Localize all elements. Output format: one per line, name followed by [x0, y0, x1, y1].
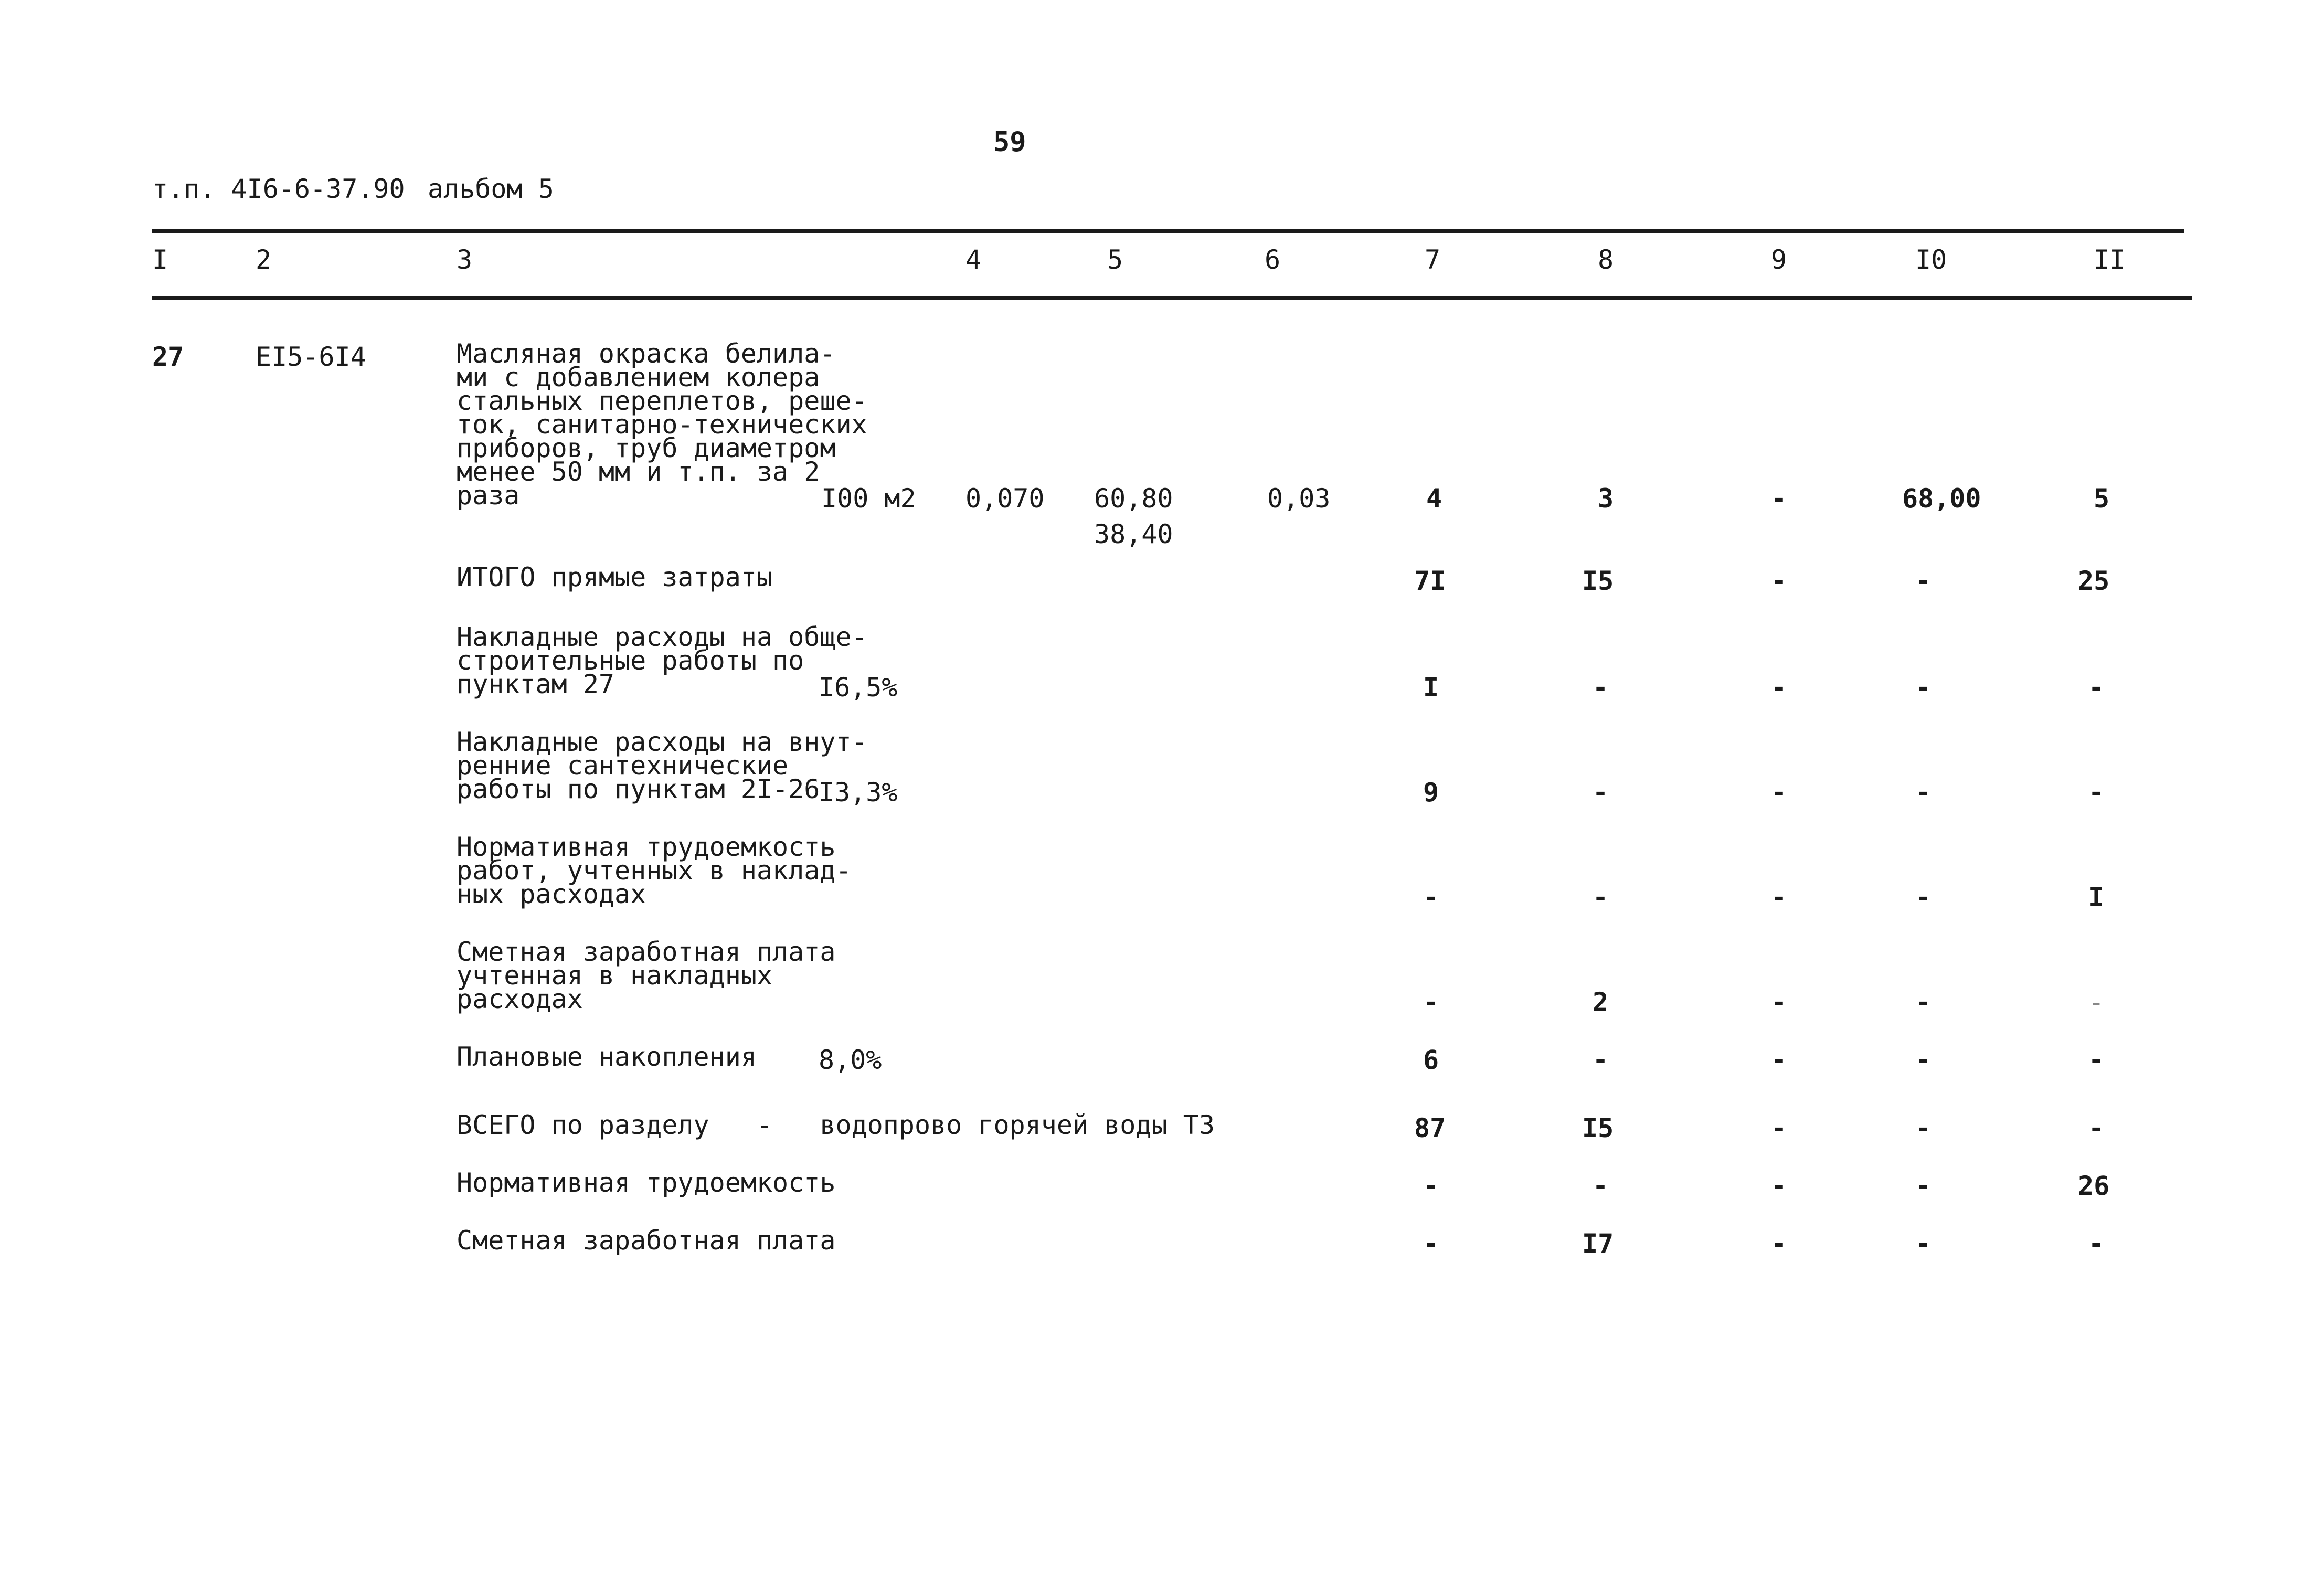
- header-bottom-rule: [152, 296, 2192, 300]
- summary-col10: -: [1915, 672, 1932, 703]
- summary-col10: -: [1915, 1228, 1932, 1259]
- item-col6: 0,03: [1267, 483, 1331, 514]
- album-label: альбом 5: [428, 174, 554, 204]
- summary-col11: -: [2088, 1045, 2105, 1075]
- summary-col9: -: [1771, 1228, 1787, 1259]
- summary-col7: 87: [1414, 1113, 1446, 1143]
- summary-col7: 7I: [1414, 566, 1446, 596]
- summary-label: Накладные расходы на обще- строительные работы по пунктам 27: [457, 622, 867, 699]
- summary-col7: 6: [1423, 1045, 1439, 1075]
- summary-col9: -: [1771, 987, 1787, 1017]
- item-price-wages: 38,40: [1094, 519, 1173, 549]
- summary-col8: I5: [1582, 566, 1614, 596]
- summary-col7: -: [1423, 1228, 1439, 1259]
- column-header: II: [2094, 245, 2126, 275]
- summary-label: Сметная заработная плата учтенная в накладных расходах: [457, 937, 836, 1014]
- summary-rate: 8,0%: [819, 1045, 882, 1075]
- summary-col10: -: [1915, 1045, 1932, 1075]
- summary-col10: -: [1915, 1171, 1932, 1201]
- item-description: Масляная окраска белила- ми с добавлением колера стальных переплетов, реше- ток, санитарно-технических приборов, труб диаметром менее 50 мм и т.п. за 2 раза: [457, 338, 867, 511]
- summary-col7: I: [1423, 672, 1439, 703]
- item-code: EI5-6I4: [256, 342, 366, 372]
- summary-col8: I5: [1582, 1113, 1614, 1143]
- column-header: 5: [1107, 245, 1123, 275]
- summary-col10: -: [1915, 987, 1932, 1017]
- page-number: 59: [993, 126, 1026, 158]
- summary-label: ВСЕГО по разделу - водопрово горячей воды Т3: [457, 1110, 1215, 1140]
- summary-col10: -: [1915, 777, 1932, 808]
- column-header: I0: [1915, 245, 1947, 275]
- summary-col7: -: [1423, 1171, 1439, 1201]
- summary-col11: -: [2088, 777, 2105, 808]
- summary-label: Плановые накопления: [457, 1042, 757, 1072]
- item-col8: 3: [1598, 483, 1614, 514]
- item-quantity: 0,070: [965, 483, 1045, 514]
- summary-col10: -: [1915, 566, 1932, 596]
- item-unit: I00 м2: [821, 483, 916, 514]
- summary-rate: I3,3%: [819, 777, 898, 808]
- summary-col11: 26: [2078, 1171, 2110, 1201]
- summary-col9: -: [1771, 1113, 1787, 1143]
- item-number: 27: [152, 342, 184, 372]
- column-header: I: [152, 245, 168, 275]
- summary-col11: -: [2088, 1113, 2105, 1143]
- summary-label: Накладные расходы на внут- ренние сантехнические работы по пунктам 2I-26: [457, 727, 867, 804]
- item-col7: 4: [1426, 483, 1442, 514]
- summary-col9: -: [1771, 777, 1787, 808]
- summary-col9: -: [1771, 1171, 1787, 1201]
- summary-col8: I7: [1582, 1228, 1614, 1259]
- summary-col11: -: [2088, 987, 2105, 1017]
- summary-col8: -: [1593, 1045, 1609, 1075]
- summary-col10: -: [1915, 1113, 1932, 1143]
- summary-col11: I: [2088, 882, 2105, 912]
- summary-label: ИТОГО прямые затраты: [457, 562, 773, 592]
- item-col10: 68,00: [1902, 483, 1981, 514]
- document-reference: т.п. 4I6-6-37.90: [152, 174, 405, 204]
- item-price-total: 60,80: [1094, 483, 1173, 514]
- item-col9: -: [1771, 483, 1787, 514]
- summary-col9: -: [1771, 566, 1787, 596]
- summary-col8: -: [1593, 1171, 1609, 1201]
- summary-label: Нормативная трудоемкость: [457, 1168, 836, 1198]
- summary-col9: -: [1771, 1045, 1787, 1075]
- summary-col8: 2: [1593, 987, 1609, 1017]
- summary-label: Нормативная трудоемкость работ, учтенных в наклад- ных расходах: [457, 832, 852, 909]
- column-header: 8: [1598, 245, 1614, 275]
- summary-col7: -: [1423, 987, 1439, 1017]
- summary-label: Сметная заработная плата: [457, 1225, 836, 1256]
- table-top-rule: [152, 229, 2184, 233]
- summary-col11: -: [2088, 1228, 2105, 1259]
- summary-col9: -: [1771, 672, 1787, 703]
- summary-col8: -: [1593, 882, 1609, 912]
- summary-rate: I6,5%: [819, 672, 898, 703]
- summary-col11: 25: [2078, 566, 2110, 596]
- summary-col9: -: [1771, 882, 1787, 912]
- summary-col7: 9: [1423, 777, 1439, 808]
- item-col11: 5: [2094, 483, 2110, 514]
- column-header: 3: [457, 245, 473, 275]
- summary-col11: -: [2088, 672, 2105, 703]
- summary-col10: -: [1915, 882, 1932, 912]
- summary-col8: -: [1593, 777, 1609, 808]
- summary-col8: -: [1593, 672, 1609, 703]
- column-header: 6: [1265, 245, 1281, 275]
- column-header: 2: [256, 245, 272, 275]
- column-header: 9: [1771, 245, 1787, 275]
- column-header: 4: [965, 245, 982, 275]
- column-header: 7: [1425, 245, 1441, 275]
- summary-col7: -: [1423, 882, 1439, 912]
